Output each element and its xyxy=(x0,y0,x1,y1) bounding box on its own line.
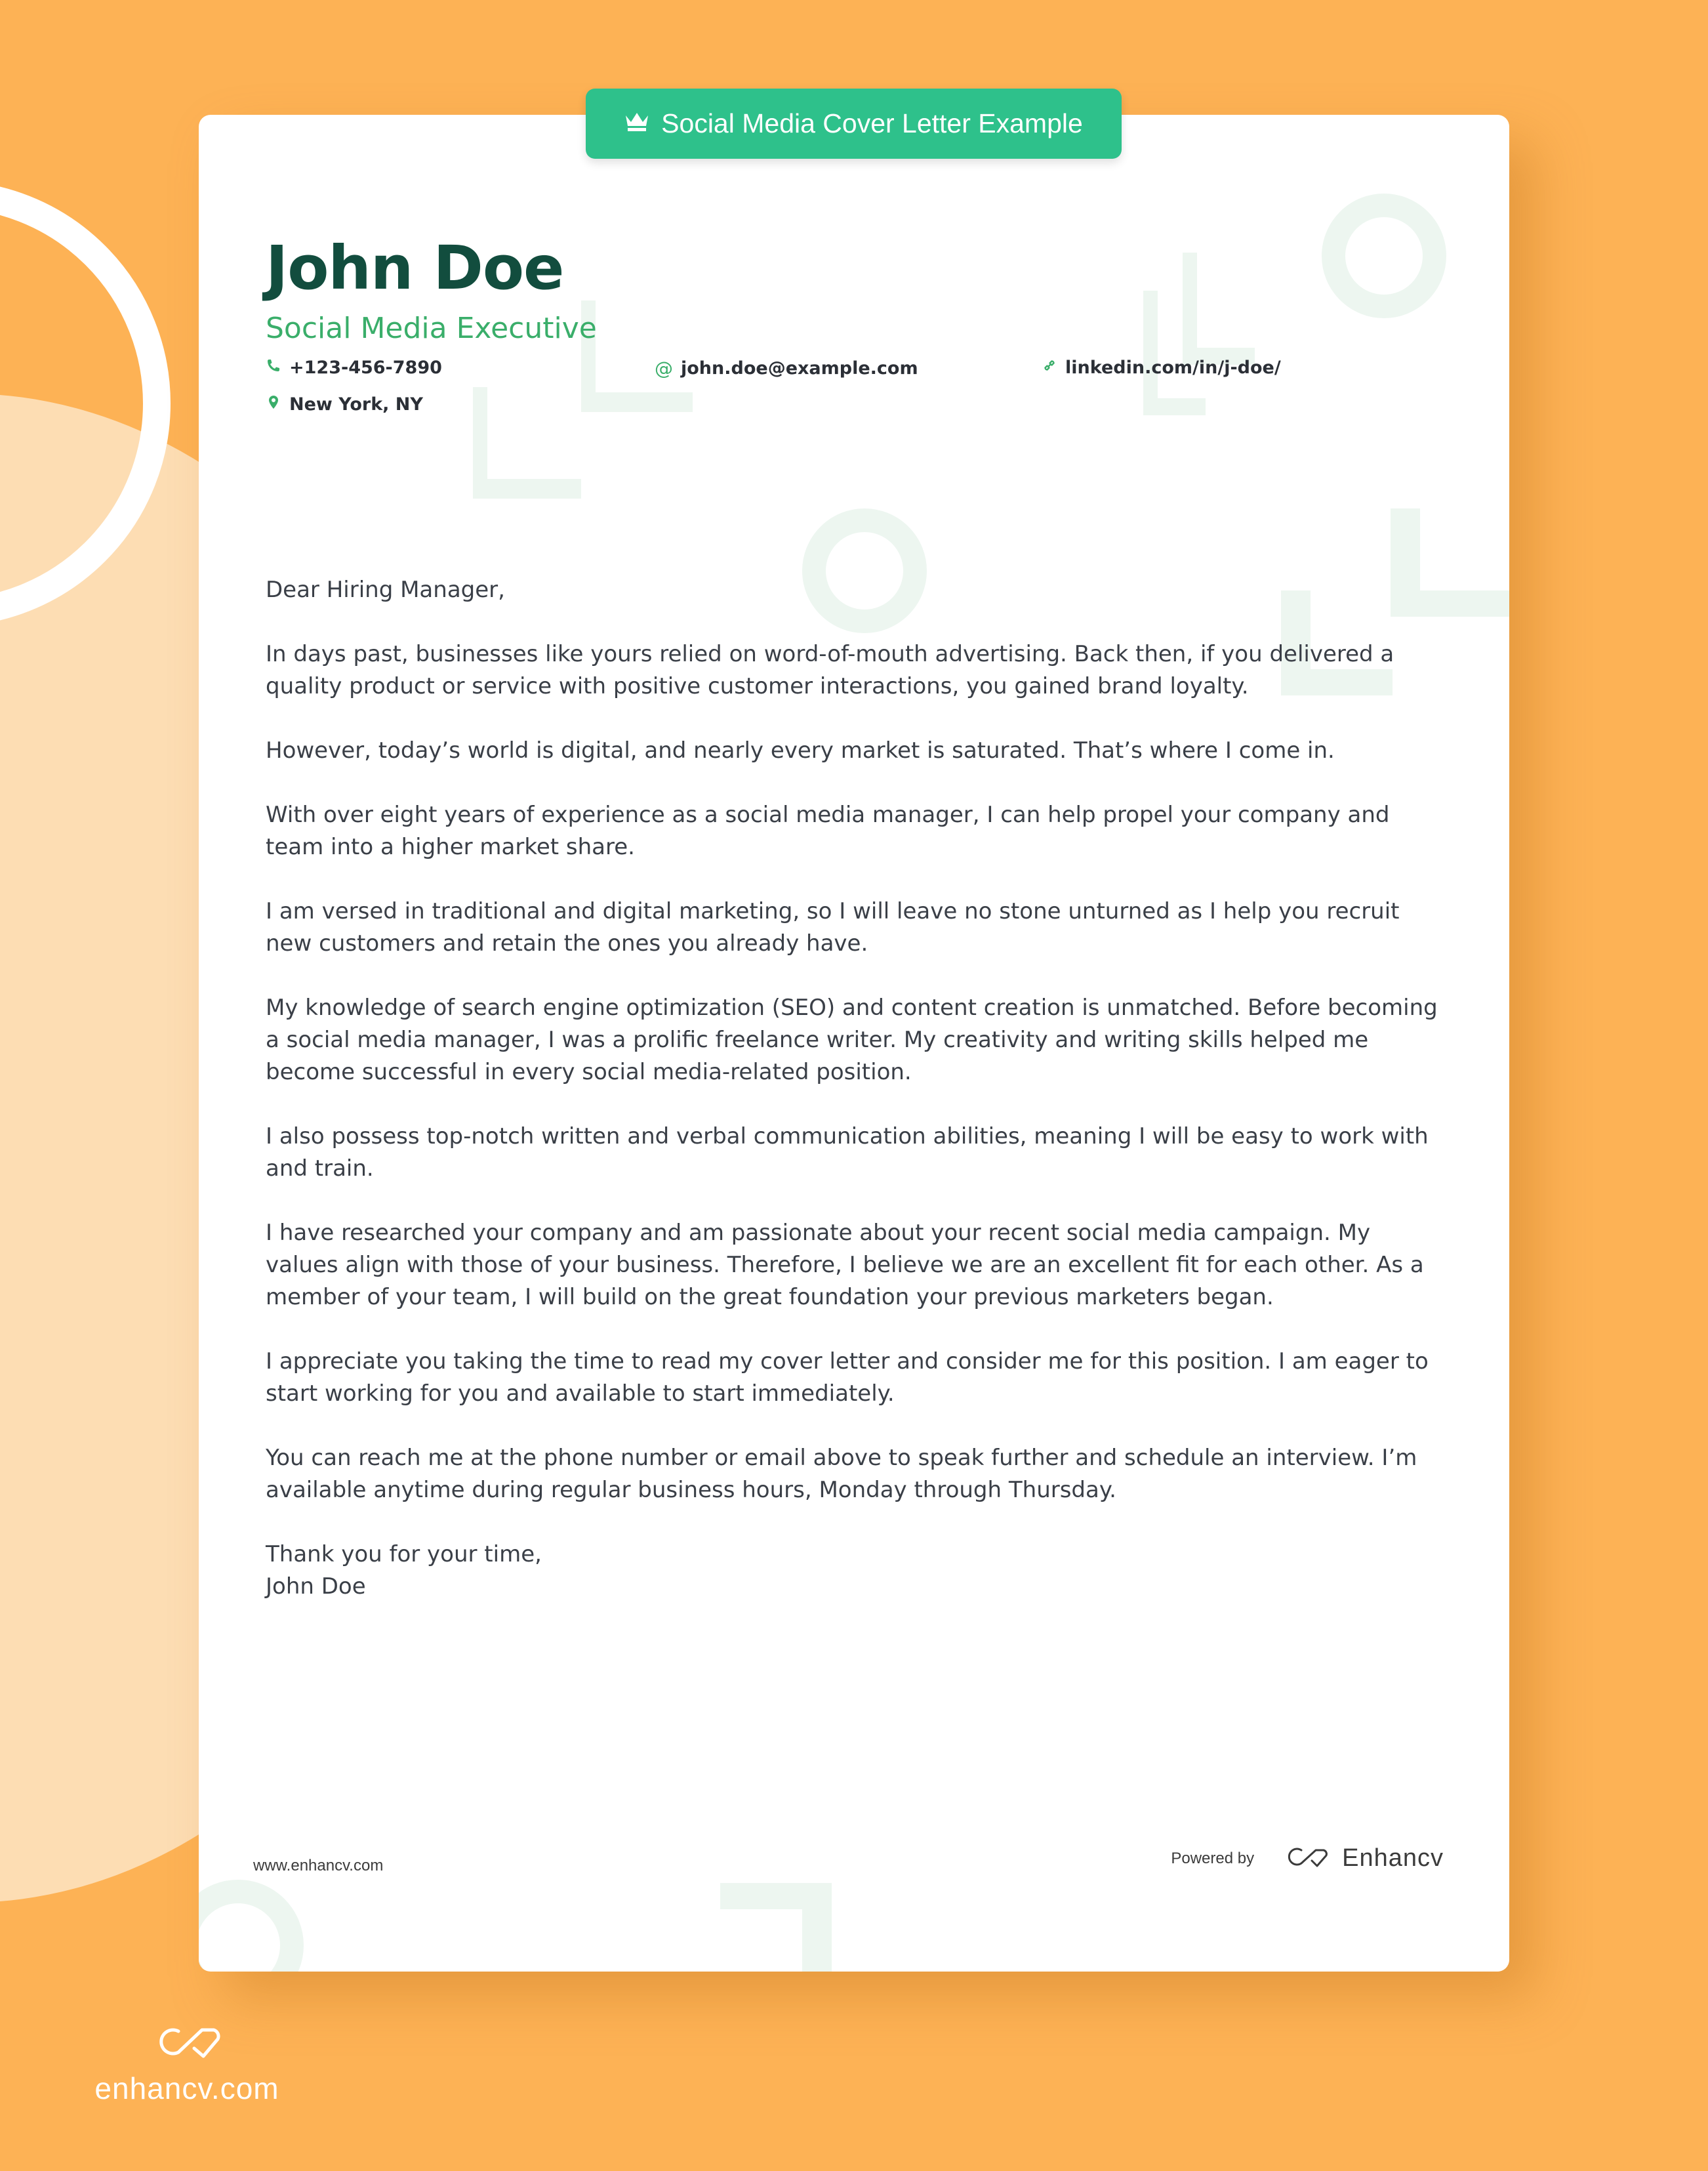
letter-paragraph: I appreciate you taking the time to read my cover letter and consider me for this position. I am eager to start working for you and available to start immediately. xyxy=(266,1348,1429,1407)
letter-body xyxy=(266,574,1446,1603)
salutation: Dear Hiring Manager, xyxy=(266,577,505,603)
deco-shape xyxy=(1143,291,1158,415)
location-pin-icon xyxy=(266,394,281,415)
linkedin-value: linkedin.com/in/j-doe/ xyxy=(1065,358,1281,378)
deco-ring xyxy=(1322,194,1446,318)
letter-paragraph: In days past, businesses like yours relied on word-of-mouth advertising. Back then, if you delivered a quality product or service with positive customer interactions, you gained brand loyalty. xyxy=(266,641,1394,699)
deco-shape xyxy=(581,392,693,412)
enhancv-logo-icon xyxy=(1282,1844,1330,1873)
phone-value: +123-456-7890 xyxy=(289,358,442,378)
footer-website-link[interactable]: www.enhancv.com xyxy=(253,1857,384,1874)
letter-paragraph: With over eight years of experience as a social media manager, I can help propel your company and team into a higher market share. xyxy=(266,802,1390,860)
deco-ring xyxy=(199,1880,304,1972)
link-icon xyxy=(1042,358,1057,378)
example-badge xyxy=(586,89,1122,159)
powered-by[interactable] xyxy=(1171,1844,1444,1873)
deco-shape xyxy=(1143,398,1206,415)
letter-paragraph: I also possess top-notch written and verbal communication abilities, meaning I will be easy to work with and train. xyxy=(266,1123,1429,1182)
applicant-title: Social Media Executive xyxy=(266,312,597,345)
email-value: john.doe@example.com xyxy=(681,358,918,379)
contact-email[interactable] xyxy=(655,358,918,379)
applicant-name: John Doe xyxy=(266,233,564,303)
brand-name: Enhancv xyxy=(1342,1844,1444,1872)
deco-shape xyxy=(473,479,581,499)
crown-icon xyxy=(624,108,649,139)
powered-by-label: Powered by xyxy=(1171,1849,1255,1867)
contact-phone[interactable] xyxy=(266,358,442,378)
site-logo[interactable] xyxy=(89,2021,285,2106)
letter-paragraph: I have researched your company and am passionate about your recent social media campaign. My values align with those of your business. Therefore, I believe we are an excellent fit for each other. As a member of your team, I will build on the great foundation your previous marketers began. xyxy=(266,1220,1424,1310)
letter-paragraph: However, today’s world is digital, and nearly every market is saturated. That’s where I come in. xyxy=(266,737,1335,764)
badge-label: Social Media Cover Letter Example xyxy=(661,108,1083,138)
closing: Thank you for your time, xyxy=(266,1541,542,1567)
phone-icon xyxy=(266,358,281,378)
site-url: enhancv.com xyxy=(94,2071,279,2105)
location-value: New York, NY xyxy=(289,394,423,415)
cover-letter-card xyxy=(199,115,1509,1972)
signature: John Doe xyxy=(266,1573,366,1600)
letter-paragraph: You can reach me at the phone number or email above to speak further and schedule an interview. I’m available anytime during regular business hours, Monday through Thursday. xyxy=(266,1445,1417,1503)
letter-paragraph: My knowledge of search engine optimization (SEO) and content creation is unmatched. Before becoming a social media manager, I was a prolific freelance writer. My creativity and writing skills helped me become successful in every social media-related position. xyxy=(266,995,1438,1085)
deco-shape xyxy=(802,1883,832,1972)
contact-location xyxy=(266,394,423,415)
letter-paragraph: I am versed in traditional and digital marketing, so I will leave no stone unturned as I help you recruit new customers and retain the ones you already have. xyxy=(266,898,1400,957)
contact-linkedin[interactable] xyxy=(1042,358,1281,378)
at-icon: @ xyxy=(655,358,673,379)
enhancv-logo-icon xyxy=(144,2021,230,2065)
